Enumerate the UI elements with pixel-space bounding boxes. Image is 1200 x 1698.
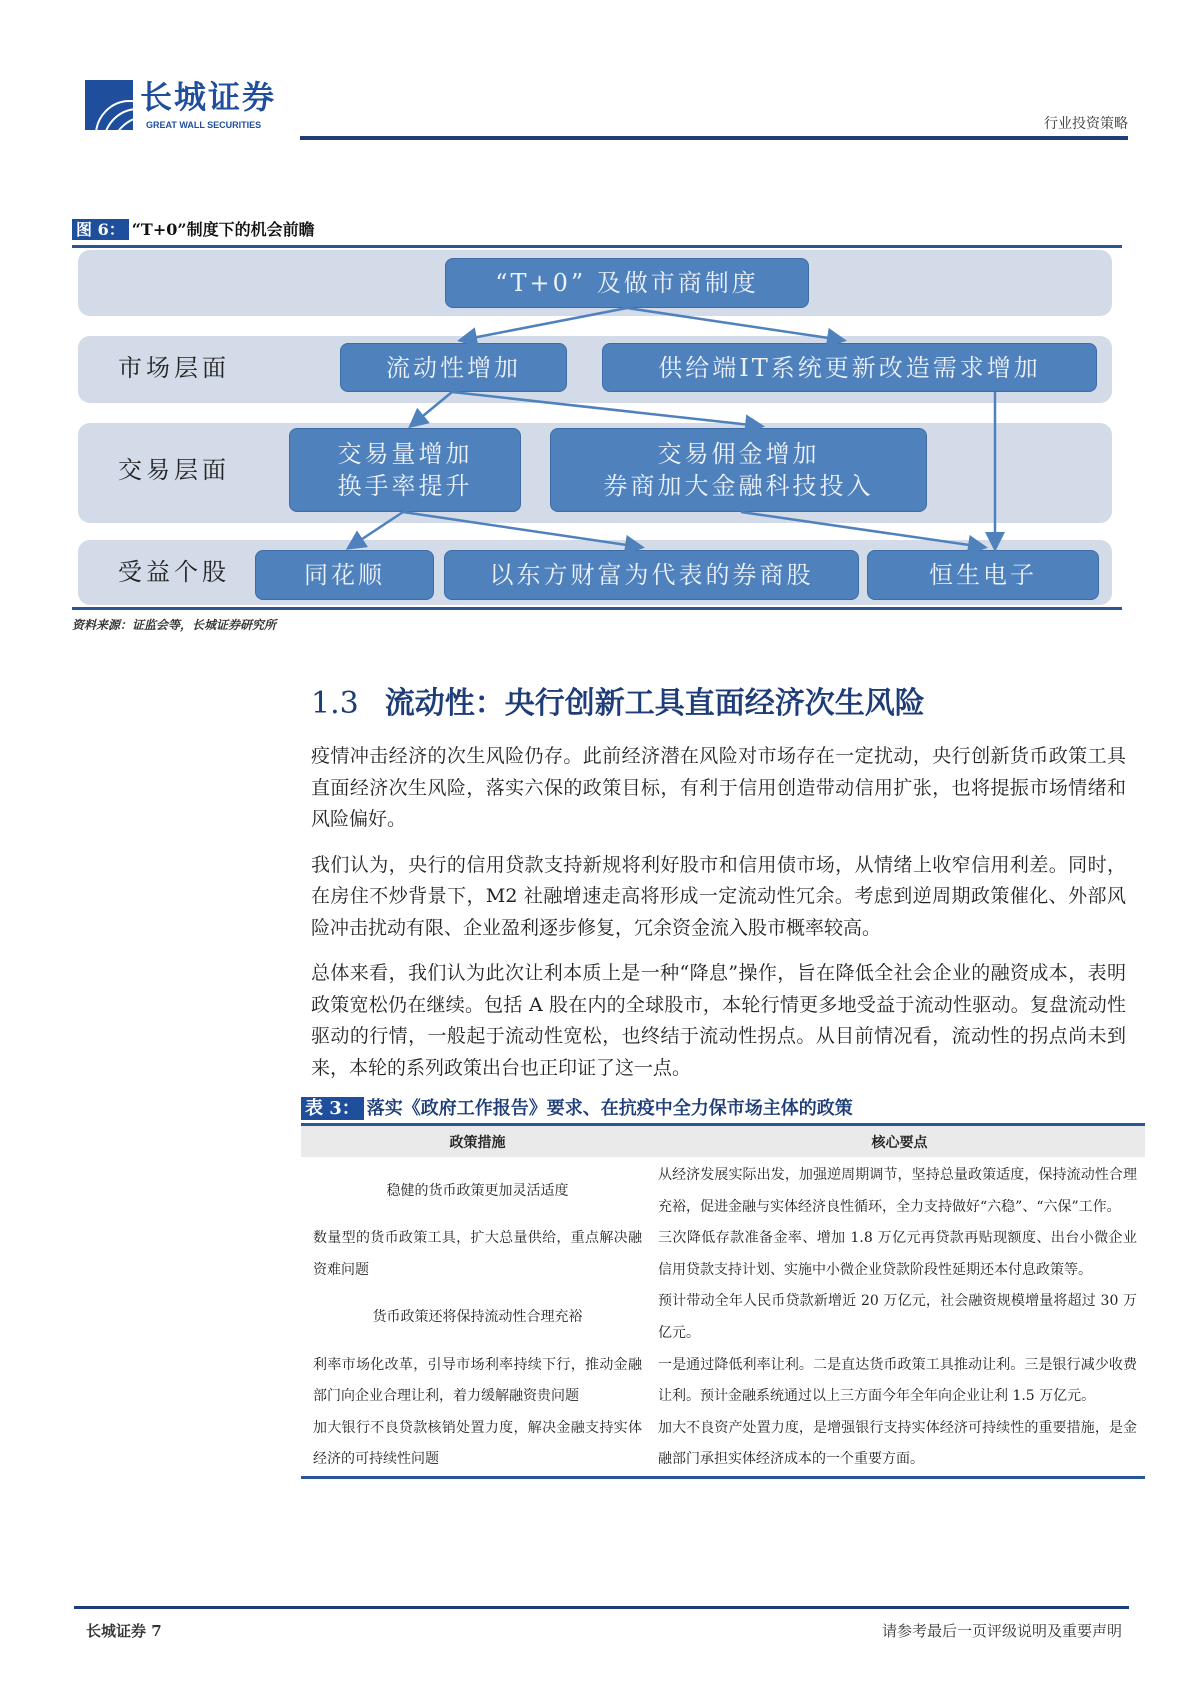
box-t0-system: “T+0” 及做市商制度 (445, 258, 809, 308)
figure-bottom-rule (72, 607, 1122, 610)
box-brokerage-stocks: 以东方财富为代表的券商股 (444, 550, 859, 600)
cell-points: 三次降低存款准备金率、增加 1.8 万亿元再贷款再贴现额度、出台小微企业信用贷款支持计划、实施中小微企业贷款阶段性延期还本付息政策等。 (658, 1230, 1137, 1278)
table-row (301, 1160, 1145, 1223)
cell-measure: 利率市场化改革，引导市场利率持续下行，推动金融部门向企业合理让利，着力缓解融资贵问题 (313, 1356, 642, 1405)
table-tag: 表 3： (301, 1097, 364, 1120)
figure-title (72, 220, 315, 240)
table-bottom-rule (301, 1476, 1145, 1479)
table-row (301, 1286, 1145, 1349)
row-label-market: 市场层面 (118, 354, 230, 382)
section-number: 1.3 (311, 686, 359, 721)
logo-icon (85, 80, 133, 130)
box-trading-volume: 交易量增加 换手率提升 (289, 428, 521, 512)
box-hundsun: 恒生电子 (867, 550, 1099, 600)
cell-measure: 稳健的货币政策更加灵活适度 (386, 1182, 569, 1199)
cell-measure: 货币政策还将保持流动性合理充裕 (372, 1309, 583, 1326)
paragraph: 我们认为，央行的信用贷款支持新规将利好股市和信用债市场，从情绪上收窄信用利差。同时，在房住不炒背景下，M2 社融增速走高将形成一定流动性冗余。考虑到逆周期政策催化、外部风险冲击扰动有限、企业盈利逐步修复，冗余资金流入股市概率较高。 (311, 853, 1126, 939)
table-title-text: 落实《政府工作报告》要求、在抗疫中全力保市场主体的政策 (366, 1098, 853, 1119)
paragraph: 总体来看，我们认为此次让利本质上是一种“降息”操作，旨在降低全社会企业的融资成本，表明政策宽松仍在继续。包括 A 股在内的全球股市，本轮行情更多地受益于流动性驱动。复盘流动性驱动的行情，一般起于流动性宽松，也终结于流动性拐点。从目前情况看，流动性的拐点尚未到来，本轮的系列政策出台也正印证了这一点。 (311, 962, 1126, 1079)
figure-title-text: “T+0”制度下的机会前瞻 (131, 220, 315, 239)
figure-source: 资料来源：证监会等，长城证券研究所 (72, 618, 277, 632)
table-header (301, 1126, 1145, 1157)
figure-tag: 图 6： (72, 219, 129, 240)
cell-measure: 加大银行不良贷款核销处置力度，解决金融支持实体经济的可持续性问题 (313, 1419, 642, 1468)
cell-points: 预计带动全年人民币贷款新增近 20 万亿元，社会融资规模增量将超过 30 万亿元。 (658, 1293, 1137, 1341)
paragraph: 疫情冲击经济的次生风险仍存。此前经济潜在风险对市场存在一定扰动，央行创新货币政策工具直面经济次生风险，落实六保的政策目标，有利于信用创造带动信用扩张，也将提振市场情绪和风险偏好。 (311, 745, 1126, 830)
cell-points: 加大不良资产处置力度，是增强银行支持实体经济可持续性的重要措施，是金融部门承担实体经济成本的一个重要方面。 (658, 1419, 1137, 1468)
box-tonghuashun: 同花顺 (255, 550, 434, 600)
section-heading (311, 684, 1145, 724)
footer-disclaimer: 请参考最后一页评级说明及重要声明 (881, 1622, 1122, 1640)
main-content (301, 684, 1145, 1479)
cell-points: 从经济发展实际出发，加强逆周期调节，坚持总量政策适度，保持流动性合理充裕，促进金融与实体经济良性循环，全力支持做好“六稳”、“六保”工作。 (658, 1167, 1137, 1215)
table-row (301, 1223, 1145, 1286)
box-it-system-demand: 供给端IT系统更新改造需求增加 (602, 343, 1097, 392)
box-liquidity-increase: 流动性增加 (340, 343, 567, 392)
table-title (301, 1098, 1145, 1120)
paragraphs (301, 741, 1145, 1084)
report-category: 行业投资策略 (1044, 116, 1128, 132)
box-commission: 交易佣金增加 券商加大金融科技投入 (550, 428, 927, 512)
row-label-stocks: 受益个股 (118, 558, 230, 586)
row-label-trading: 交易层面 (118, 456, 230, 484)
section-title: 流动性：央行创新工具直面经济次生风险 (384, 686, 925, 721)
footer-page-number: 长城证券 7 (86, 1622, 162, 1640)
column-header: 政策措施 (449, 1134, 506, 1151)
cell-points: 一是通过降低利率让利。二是直达货币政策工具推动让利。三是银行减少收费让利。预计金融系统通过以上三方面今年全年向企业让利 1.5 万亿元。 (658, 1356, 1137, 1405)
figure-top-rule (72, 245, 1122, 248)
table-row (301, 1350, 1145, 1413)
table-row (301, 1413, 1145, 1476)
header-divider (300, 136, 1128, 140)
policy-table (301, 1126, 1145, 1476)
cell-measure: 数量型的货币政策工具，扩大总量供给，重点解决融资难问题 (313, 1230, 642, 1278)
footer-divider (74, 1606, 1129, 1609)
logo-subtext: GREAT WALL SECURITIES (146, 120, 262, 130)
column-header: 核心要点 (871, 1134, 928, 1151)
logo-text: 长城证券 (140, 78, 277, 116)
